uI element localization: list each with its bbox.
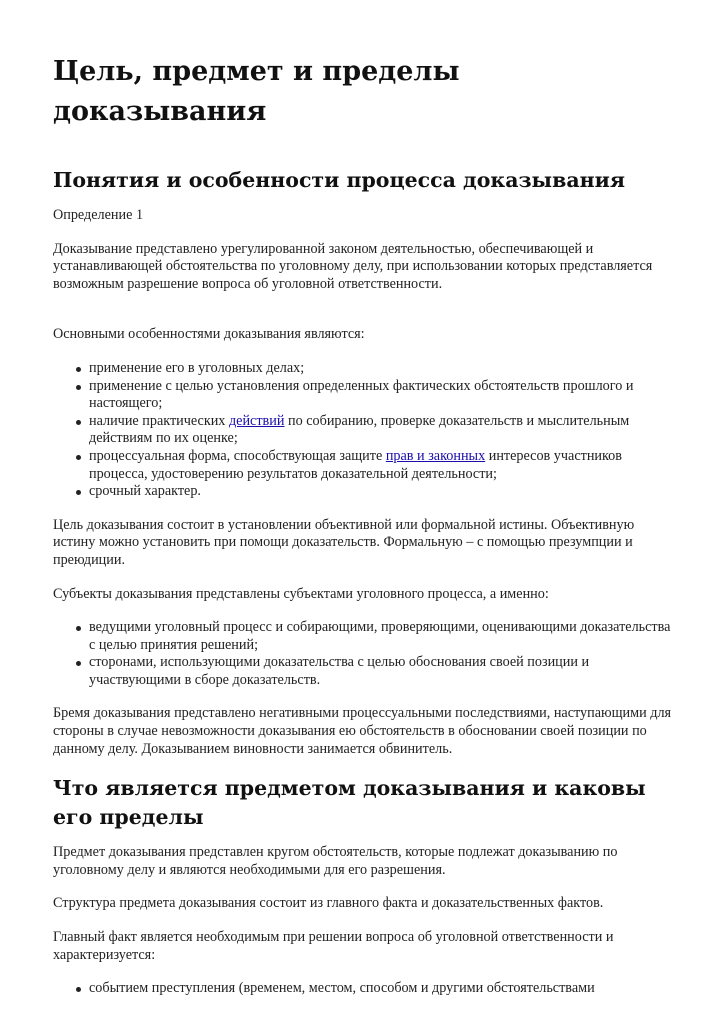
goal-paragraph: Цель доказывания состоит в установлении объективной или формальной истины. Объективную истину можно установить при помощи доказательств. Формальную – с помощью презумпции и преюдиции. xyxy=(53,516,635,568)
list-item-text: сторонами, использующими доказательства с целью обоснования своей позиции и участвующими в сборе доказательств. xyxy=(89,654,590,688)
structure-paragraph: Структура предмета доказывания состоит из главного факта и доказательственных фактов. xyxy=(53,895,604,912)
burden-paragraph: Бремя доказывания представлено негативными процессуальными последствиями, наступающими для стороны в случае невозможности доказывания ею обстоятельств в обосновании своей позиции по данному делу. Доказыванием виновности занимается обвинитель. xyxy=(53,705,672,757)
subject-paragraph: Предмет доказывания представлен кругом обстоятельств, которые подлежат доказыванию по уголовному делу и являются необходимыми для его разрешения. xyxy=(53,844,618,878)
list-item xyxy=(89,448,673,483)
features-intro: Основными особенностями доказывания являются: xyxy=(53,326,365,343)
list-item-text: ведущими уголовный процесс и собирающими, проверяющими, оценивающими доказательства с целью принятия решений; xyxy=(89,619,671,653)
list-item-text: применение его в уголовных делах; xyxy=(89,359,305,376)
definition-label: Определение 1 xyxy=(53,207,144,223)
definition-paragraph: Доказывание представлено урегулированной законом деятельностью, обеспечивающей и устанавливающей обстоятельства по уголовному делу, при использовании которых представляется возможным разрешение вопроса об уголовной ответственности. xyxy=(53,240,653,292)
list-item-text-start: наличие практических xyxy=(89,412,229,429)
list-item xyxy=(89,619,673,654)
bullet-icon xyxy=(76,661,81,666)
document-page xyxy=(53,52,673,1014)
rights-link[interactable]: прав и законных xyxy=(385,447,486,464)
bullet-icon xyxy=(76,490,81,495)
list-item xyxy=(89,378,673,413)
list-item xyxy=(89,360,673,378)
list-item-text: применение с целью установления определенных фактических обстоятельств прошлого и настоящего; xyxy=(89,377,634,412)
bullet-icon xyxy=(76,367,81,372)
list-item xyxy=(89,483,673,501)
page-title: Цель, предмет и пределы доказывания xyxy=(53,56,460,127)
section-heading-subject: Что является предметом доказывания и каковы его пределы xyxy=(53,776,646,830)
list-item xyxy=(89,413,673,448)
main-fact-list xyxy=(53,980,673,998)
bullet-icon xyxy=(76,987,81,992)
bullet-icon xyxy=(76,385,81,390)
bullet-icon xyxy=(76,455,81,460)
subjects-list xyxy=(53,619,673,689)
subjects-intro: Субъекты доказывания представлены субъектами уголовного процесса, а именно: xyxy=(53,585,549,602)
list-item-text: срочный характер. xyxy=(89,483,201,500)
bullet-icon xyxy=(76,420,81,425)
list-item-text: событием преступления (временем, местом, способом и другими обстоятельствами xyxy=(89,980,595,997)
actions-link[interactable]: действий xyxy=(228,412,285,429)
list-item xyxy=(89,654,673,689)
features-list xyxy=(53,360,673,501)
list-item xyxy=(89,980,673,998)
list-item-text-end: по собиранию, проверке доказательств и мыслительным действиям по их оценке; xyxy=(89,412,630,447)
list-item-text-end: интересов участников процесса, удостоверению результатов доказательной деятельности; xyxy=(89,447,622,482)
section-heading-concepts: Понятия и особенности процесса доказывания xyxy=(53,168,625,192)
list-item-text-start: процессуальная форма, способствующая защите xyxy=(89,447,386,464)
main-fact-paragraph: Главный факт является необходимым при решении вопроса об уголовной ответственности и характеризуется: xyxy=(53,929,614,963)
bullet-icon xyxy=(76,626,81,631)
